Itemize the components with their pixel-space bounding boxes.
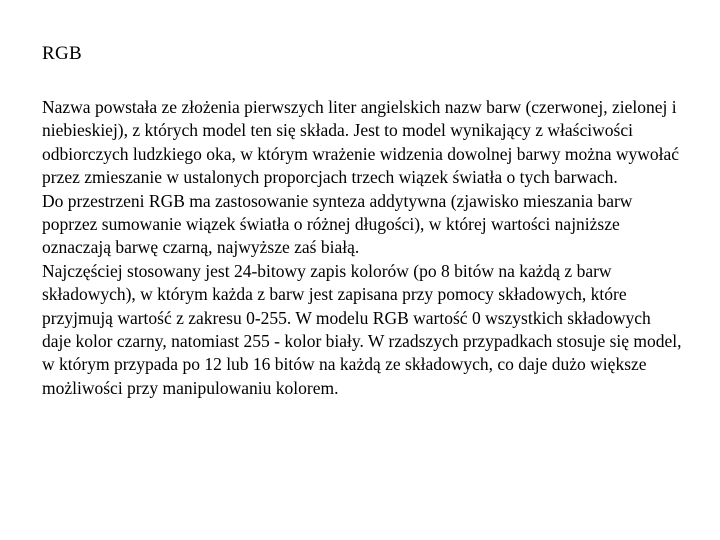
paragraph-bit-depth: Najczęściej stosowany jest 24-bitowy zapis kolorów (po 8 bitów na każdą z barw składowych), w którym każda z barw jest zapisana przy pomocy składowych, które przyjmują wartość z zakresu 0-255. W modelu RGB wartość 0 wszystkich składowych daje kolor czarny, natomiast 255 - kolor biały. W rzadszych przypadkach stosuje się model, w którym przypada po 12 lub 16 bitów na każdą ze składowych, co daje dużo większe możliwości przy manipulowaniu kolorem. xyxy=(42,260,682,398)
slide-title: RGB xyxy=(42,43,82,64)
slide-body xyxy=(42,96,682,400)
paragraph-additive-synthesis: Do przestrzeni RGB ma zastosowanie synteza addytywna (zjawisko mieszania barw poprzez sumowanie wiązek światła o różnej długości), w której wartości najniższe oznaczają barwę czarną, najwyższe zaś białą. xyxy=(42,190,633,258)
paragraph-name-origin: Nazwa powstała ze złożenia pierwszych liter angielskich nazw barw (czerwonej, zielonej i niebieskiej), z których model ten się składa. Jest to model wynikający z właściwości odbiorczych ludzkiego oka, w którym wrażenie widzenia dowolnej barwy można wywołać przez zmieszanie w ustalonych proporcjach trzech wiązek światła o tych barwach. xyxy=(42,97,680,188)
